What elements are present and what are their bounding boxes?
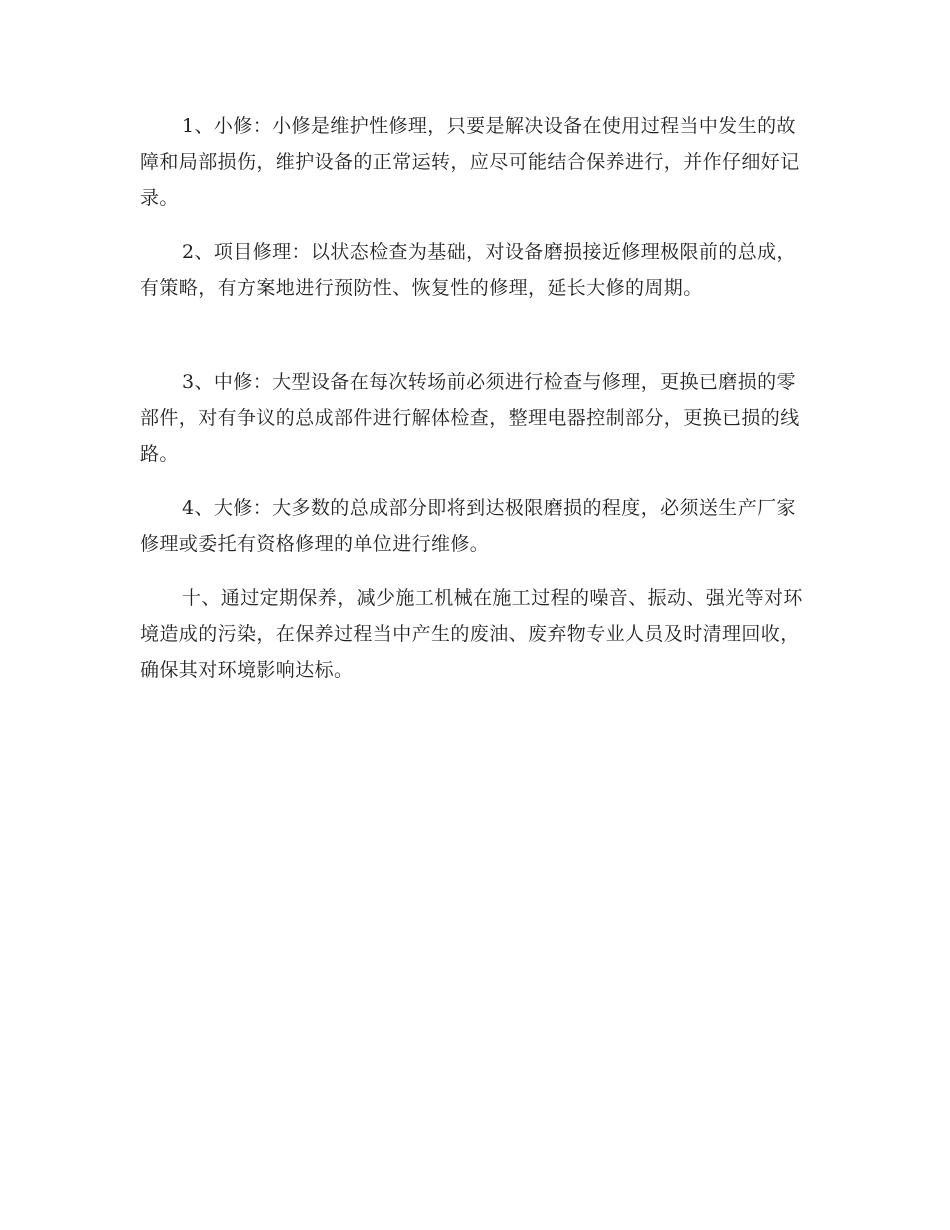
paragraph-project-repair: 2、项目修理：以状态检查为基础，对设备磨损接近修理极限前的总成，有策略，有方案地进行预防性、恢复性的修理，延长大修的周期。 (140, 241, 796, 299)
paragraph-medium-repair: 3、中修：大型设备在每次转场前必须进行检查与修理，更换已磨损的零部件，对有争议的总成部件进行解体检查，整理电器控制部分，更换已损的线路。 (140, 371, 800, 465)
paragraph-minor-repair: 1、小修：小修是维护性修理，只要是解决设备在使用过程当中发生的故障和局部损伤，维护设备的正常运转，应尽可能结合保养进行，并作仔细好记录。 (140, 115, 800, 209)
paragraph-major-repair: 4、大修：大多数的总成部分即将到达极限磨损的程度，必须送生产厂家修理或委托有资格修理的单位进行维修。 (140, 497, 796, 555)
paragraph-environmental-maintenance: 十、通过定期保养，减少施工机械在施工过程的噪音、振动、强光等对环境造成的污染，在保养过程当中产生的废油、废弃物专业人员及时清理回收，确保其对环境影响达标。 (140, 587, 803, 681)
